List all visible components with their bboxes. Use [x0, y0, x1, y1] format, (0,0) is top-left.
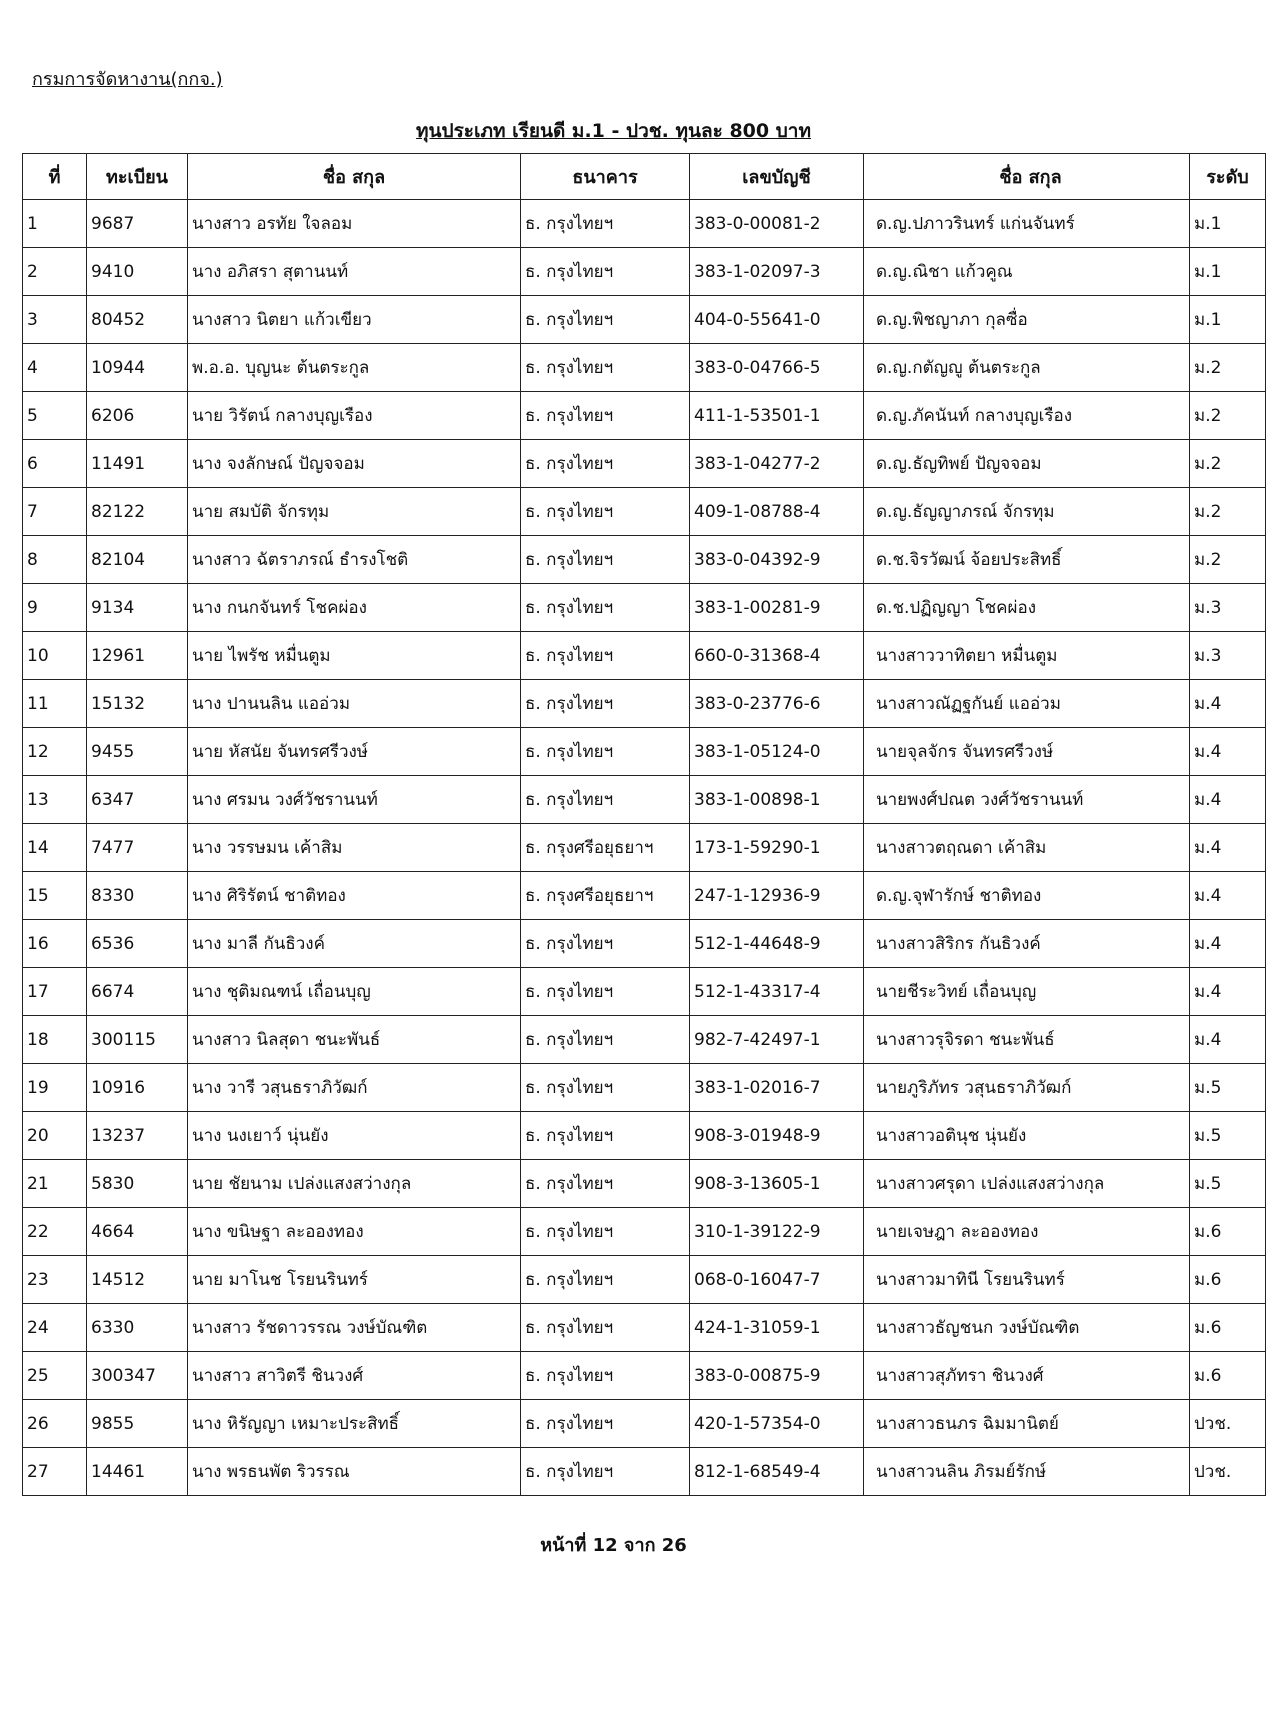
- cell-parent-name: นาง วารี วสุนธราภิวัฒก์: [188, 1064, 521, 1112]
- table-row: [23, 872, 1266, 920]
- cell-account: 383-0-00081-2: [690, 200, 864, 248]
- cell-registration: 15132: [87, 680, 188, 728]
- cell-level: ม.3: [1190, 632, 1266, 680]
- cell-child-name: ด.ช.จิรวัฒน์ จ้อยประสิทธิ์: [864, 536, 1190, 584]
- cell-registration: 6674: [87, 968, 188, 1016]
- cell-account: 383-0-04766-5: [690, 344, 864, 392]
- cell-no: 2: [23, 248, 87, 296]
- cell-parent-name: นาง นงเยาว์ นุ่นยัง: [188, 1112, 521, 1160]
- cell-level: ม.2: [1190, 344, 1266, 392]
- cell-parent-name: นางสาว นิลสุดา ชนะพันธ์: [188, 1016, 521, 1064]
- cell-parent-name: นาง กนกจันทร์ โชคผ่อง: [188, 584, 521, 632]
- cell-child-name: นางสาววาทิตยา หมื่นตูม: [864, 632, 1190, 680]
- cell-level: ม.6: [1190, 1304, 1266, 1352]
- cell-no: 18: [23, 1016, 87, 1064]
- table-row: [23, 392, 1266, 440]
- cell-bank: ธ. กรุงไทยฯ: [521, 1208, 690, 1256]
- cell-account: 383-1-05124-0: [690, 728, 864, 776]
- cell-registration: 9455: [87, 728, 188, 776]
- cell-bank: ธ. กรุงไทยฯ: [521, 344, 690, 392]
- cell-no: 20: [23, 1112, 87, 1160]
- cell-child-name: นางสาวณัฏฐกันย์ แออ่วม: [864, 680, 1190, 728]
- cell-registration: 9687: [87, 200, 188, 248]
- cell-no: 24: [23, 1304, 87, 1352]
- cell-account: 383-1-02016-7: [690, 1064, 864, 1112]
- cell-registration: 10916: [87, 1064, 188, 1112]
- cell-bank: ธ. กรุงไทยฯ: [521, 1400, 690, 1448]
- cell-account: 424-1-31059-1: [690, 1304, 864, 1352]
- cell-level: ม.4: [1190, 728, 1266, 776]
- cell-bank: ธ. กรุงไทยฯ: [521, 1256, 690, 1304]
- cell-child-name: นายพงศ์ปณต วงศ์วัชรานนท์: [864, 776, 1190, 824]
- cell-account: 383-0-23776-6: [690, 680, 864, 728]
- cell-bank: ธ. กรุงไทยฯ: [521, 248, 690, 296]
- table-row: [23, 1448, 1266, 1496]
- cell-account: 383-1-02097-3: [690, 248, 864, 296]
- cell-no: 16: [23, 920, 87, 968]
- cell-parent-name: นาง หิรัญญา เหมาะประสิทธิ์: [188, 1400, 521, 1448]
- cell-level: ม.1: [1190, 200, 1266, 248]
- cell-child-name: ด.ญ.ธัญทิพย์ ปัญจจอม: [864, 440, 1190, 488]
- cell-account: 812-1-68549-4: [690, 1448, 864, 1496]
- cell-account: 409-1-08788-4: [690, 488, 864, 536]
- cell-level: ปวช.: [1190, 1400, 1266, 1448]
- cell-child-name: นางสาวธนภร ฉิมมานิตย์: [864, 1400, 1190, 1448]
- column-header-registration: ทะเบียน: [87, 154, 188, 200]
- cell-no: 17: [23, 968, 87, 1016]
- cell-child-name: ด.ญ.ธัญญาภรณ์ จักรทุม: [864, 488, 1190, 536]
- cell-bank: ธ. กรุงไทยฯ: [521, 1448, 690, 1496]
- cell-registration: 9134: [87, 584, 188, 632]
- table-row: [23, 968, 1266, 1016]
- cell-no: 15: [23, 872, 87, 920]
- table-row: [23, 1112, 1266, 1160]
- cell-parent-name: นาย สมบัติ จักรทุม: [188, 488, 521, 536]
- cell-child-name: นางสาวนลิน ภิรมย์รักษ์: [864, 1448, 1190, 1496]
- cell-account: 383-1-00281-9: [690, 584, 864, 632]
- cell-child-name: ด.ญ.ปภาวรินทร์ แก่นจันทร์: [864, 200, 1190, 248]
- cell-no: 9: [23, 584, 87, 632]
- cell-bank: ธ. กรุงไทยฯ: [521, 1352, 690, 1400]
- column-header-bank: ธนาคาร: [521, 154, 690, 200]
- table-row: [23, 632, 1266, 680]
- table-row: [23, 680, 1266, 728]
- cell-registration: 13237: [87, 1112, 188, 1160]
- cell-registration: 6330: [87, 1304, 188, 1352]
- cell-account: 512-1-43317-4: [690, 968, 864, 1016]
- cell-level: ม.4: [1190, 824, 1266, 872]
- cell-bank: ธ. กรุงไทยฯ: [521, 776, 690, 824]
- cell-child-name: นายเจษฎา ละอองทอง: [864, 1208, 1190, 1256]
- cell-child-name: ด.ญ.ณิชา แก้วคูณ: [864, 248, 1190, 296]
- cell-no: 21: [23, 1160, 87, 1208]
- cell-level: ม.4: [1190, 680, 1266, 728]
- cell-account: 247-1-12936-9: [690, 872, 864, 920]
- cell-bank: ธ. กรุงไทยฯ: [521, 296, 690, 344]
- cell-bank: ธ. กรุงไทยฯ: [521, 584, 690, 632]
- cell-child-name: นายจุลจักร จันทรศรีวงษ์: [864, 728, 1190, 776]
- cell-account: 512-1-44648-9: [690, 920, 864, 968]
- cell-registration: 6347: [87, 776, 188, 824]
- cell-no: 11: [23, 680, 87, 728]
- cell-parent-name: นางสาว รัชดาวรรณ วงษ์บัณฑิต: [188, 1304, 521, 1352]
- cell-child-name: นางสาวศรุดา เปล่งแสงสว่างกุล: [864, 1160, 1190, 1208]
- cell-registration: 14512: [87, 1256, 188, 1304]
- cell-parent-name: พ.อ.อ. บุญนะ ต้นตระกูล: [188, 344, 521, 392]
- cell-bank: ธ. กรุงไทยฯ: [521, 728, 690, 776]
- page-number: หน้าที่ 12 จาก 26: [540, 1535, 687, 1556]
- table-row: [23, 1064, 1266, 1112]
- cell-registration: 80452: [87, 296, 188, 344]
- cell-level: ม.6: [1190, 1352, 1266, 1400]
- cell-account: 908-3-01948-9: [690, 1112, 864, 1160]
- table-body: [23, 200, 1266, 1496]
- cell-account: 383-0-04392-9: [690, 536, 864, 584]
- table-row: [23, 1160, 1266, 1208]
- cell-level: ม.1: [1190, 296, 1266, 344]
- cell-account: 908-3-13605-1: [690, 1160, 864, 1208]
- cell-no: 23: [23, 1256, 87, 1304]
- cell-no: 7: [23, 488, 87, 536]
- table-row: [23, 1400, 1266, 1448]
- cell-no: 1: [23, 200, 87, 248]
- cell-parent-name: นาง วรรษมน เค้าสิม: [188, 824, 521, 872]
- cell-parent-name: นาง อภิสรา สุตานนท์: [188, 248, 521, 296]
- cell-parent-name: นางสาว นิตยา แก้วเขียว: [188, 296, 521, 344]
- cell-account: 068-0-16047-7: [690, 1256, 864, 1304]
- cell-bank: ธ. กรุงศรีอยุธยาฯ: [521, 824, 690, 872]
- table-row: [23, 1208, 1266, 1256]
- cell-bank: ธ. กรุงไทยฯ: [521, 1064, 690, 1112]
- cell-registration: 6206: [87, 392, 188, 440]
- cell-parent-name: นาง ศรมน วงศ์วัชรานนท์: [188, 776, 521, 824]
- cell-registration: 9855: [87, 1400, 188, 1448]
- table-row: [23, 1352, 1266, 1400]
- cell-account: 310-1-39122-9: [690, 1208, 864, 1256]
- cell-account: 404-0-55641-0: [690, 296, 864, 344]
- cell-level: ม.5: [1190, 1112, 1266, 1160]
- cell-parent-name: นางสาว สาวิตรี ชินวงศ์: [188, 1352, 521, 1400]
- department-name: กรมการจัดหางาน(กกจ.): [32, 69, 223, 90]
- cell-no: 8: [23, 536, 87, 584]
- cell-child-name: นางสาวรุจิรดา ชนะพันธ์: [864, 1016, 1190, 1064]
- cell-registration: 5830: [87, 1160, 188, 1208]
- cell-bank: ธ. กรุงไทยฯ: [521, 200, 690, 248]
- cell-child-name: ด.ช.ปฏิญญา โชคผ่อง: [864, 584, 1190, 632]
- cell-registration: 12961: [87, 632, 188, 680]
- column-header-child-name: ชื่อ สกุล: [864, 154, 1190, 200]
- cell-child-name: ด.ญ.จุฬารักษ์ ชาติทอง: [864, 872, 1190, 920]
- cell-bank: ธ. กรุงไทยฯ: [521, 632, 690, 680]
- cell-level: ม.4: [1190, 968, 1266, 1016]
- cell-level: ม.1: [1190, 248, 1266, 296]
- table-row: [23, 536, 1266, 584]
- cell-no: 19: [23, 1064, 87, 1112]
- cell-account: 383-0-00875-9: [690, 1352, 864, 1400]
- cell-bank: ธ. กรุงไทยฯ: [521, 536, 690, 584]
- cell-parent-name: นาย วิรัตน์ กลางบุญเรือง: [188, 392, 521, 440]
- cell-no: 25: [23, 1352, 87, 1400]
- cell-registration: 7477: [87, 824, 188, 872]
- cell-no: 6: [23, 440, 87, 488]
- cell-parent-name: นาง ศิริรัตน์ ชาติทอง: [188, 872, 521, 920]
- scholarship-table: [22, 153, 1266, 1496]
- cell-level: ม.4: [1190, 1016, 1266, 1064]
- table-row: [23, 776, 1266, 824]
- cell-bank: ธ. กรุงไทยฯ: [521, 1016, 690, 1064]
- cell-level: ม.4: [1190, 776, 1266, 824]
- cell-registration: 300347: [87, 1352, 188, 1400]
- cell-parent-name: นาง จงลักษณ์ ปัญจจอม: [188, 440, 521, 488]
- cell-parent-name: นางสาว ฉัตราภรณ์ ธำรงโชติ: [188, 536, 521, 584]
- cell-no: 13: [23, 776, 87, 824]
- table-row: [23, 440, 1266, 488]
- table-row: [23, 248, 1266, 296]
- cell-parent-name: นาย มาโนช โรยนรินทร์: [188, 1256, 521, 1304]
- table-row: [23, 1256, 1266, 1304]
- cell-bank: ธ. กรุงไทยฯ: [521, 680, 690, 728]
- cell-level: ม.2: [1190, 488, 1266, 536]
- table-row: [23, 1016, 1266, 1064]
- cell-bank: ธ. กรุงศรีอยุธยาฯ: [521, 872, 690, 920]
- cell-bank: ธ. กรุงไทยฯ: [521, 392, 690, 440]
- cell-no: 22: [23, 1208, 87, 1256]
- cell-parent-name: นาง ชุติมณฑน์ เถื่อนบุญ: [188, 968, 521, 1016]
- cell-child-name: นายชีระวิทย์ เถื่อนบุญ: [864, 968, 1190, 1016]
- cell-parent-name: นาง พรธนพัต ริวรรณ: [188, 1448, 521, 1496]
- cell-registration: 11491: [87, 440, 188, 488]
- table-row: [23, 344, 1266, 392]
- cell-child-name: นางสาวตฤณดา เค้าสิม: [864, 824, 1190, 872]
- table-row: [23, 920, 1266, 968]
- cell-bank: ธ. กรุงไทยฯ: [521, 440, 690, 488]
- column-header-level: ระดับ: [1190, 154, 1266, 200]
- cell-no: 3: [23, 296, 87, 344]
- cell-account: 173-1-59290-1: [690, 824, 864, 872]
- column-header-account: เลขบัญชี: [690, 154, 864, 200]
- cell-registration: 14461: [87, 1448, 188, 1496]
- cell-child-name: ด.ญ.ภัคนันท์ กลางบุญเรือง: [864, 392, 1190, 440]
- cell-no: 4: [23, 344, 87, 392]
- cell-registration: 9410: [87, 248, 188, 296]
- cell-no: 14: [23, 824, 87, 872]
- cell-account: 420-1-57354-0: [690, 1400, 864, 1448]
- table-row: [23, 728, 1266, 776]
- cell-registration: 82104: [87, 536, 188, 584]
- cell-level: ม.5: [1190, 1064, 1266, 1112]
- cell-no: 26: [23, 1400, 87, 1448]
- cell-child-name: นางสาวมาทินี โรยนรินทร์: [864, 1256, 1190, 1304]
- cell-parent-name: นาง มาลี กันธิวงค์: [188, 920, 521, 968]
- cell-account: 383-1-04277-2: [690, 440, 864, 488]
- cell-bank: ธ. กรุงไทยฯ: [521, 1112, 690, 1160]
- table-row: [23, 824, 1266, 872]
- cell-registration: 4664: [87, 1208, 188, 1256]
- cell-account: 383-1-00898-1: [690, 776, 864, 824]
- cell-registration: 8330: [87, 872, 188, 920]
- table-row: [23, 1304, 1266, 1352]
- cell-child-name: นางสาวสุภัทรา ชินวงศ์: [864, 1352, 1190, 1400]
- cell-registration: 300115: [87, 1016, 188, 1064]
- cell-parent-name: นาย ไพรัช หมื่นตูม: [188, 632, 521, 680]
- cell-child-name: นายภูริภัทร วสุนธราภิวัฒก์: [864, 1064, 1190, 1112]
- cell-level: ม.6: [1190, 1208, 1266, 1256]
- table-row: [23, 296, 1266, 344]
- cell-no: 5: [23, 392, 87, 440]
- cell-child-name: นางสาวสิริกร กันธิวงค์: [864, 920, 1190, 968]
- column-header-no: ที่: [23, 154, 87, 200]
- cell-parent-name: นาง ขนิษฐา ละอองทอง: [188, 1208, 521, 1256]
- document-title: ทุนประเภท เรียนดี ม.1 - ปวช. ทุนละ 800 บาท: [416, 120, 811, 142]
- cell-account: 982-7-42497-1: [690, 1016, 864, 1064]
- cell-bank: ธ. กรุงไทยฯ: [521, 968, 690, 1016]
- cell-child-name: ด.ญ.กตัญญู ต้นตระกูล: [864, 344, 1190, 392]
- cell-parent-name: นาง ปานนลิน แออ่วม: [188, 680, 521, 728]
- cell-registration: 6536: [87, 920, 188, 968]
- cell-registration: 82122: [87, 488, 188, 536]
- cell-bank: ธ. กรุงไทยฯ: [521, 1160, 690, 1208]
- cell-level: ม.4: [1190, 920, 1266, 968]
- cell-child-name: นางสาวอตินุช นุ่นยัง: [864, 1112, 1190, 1160]
- cell-level: ปวช.: [1190, 1448, 1266, 1496]
- cell-account: 411-1-53501-1: [690, 392, 864, 440]
- cell-level: ม.2: [1190, 536, 1266, 584]
- cell-parent-name: นาย ชัยนาม เปล่งแสงสว่างกุล: [188, 1160, 521, 1208]
- table-header-row: [23, 154, 1266, 200]
- column-header-parent-name: ชื่อ สกุล: [188, 154, 521, 200]
- cell-child-name: นางสาวธัญชนก วงษ์บัณฑิต: [864, 1304, 1190, 1352]
- cell-child-name: ด.ญ.พิชญาภา กุลซื่อ: [864, 296, 1190, 344]
- cell-bank: ธ. กรุงไทยฯ: [521, 1304, 690, 1352]
- cell-level: ม.3: [1190, 584, 1266, 632]
- cell-no: 10: [23, 632, 87, 680]
- cell-level: ม.4: [1190, 872, 1266, 920]
- cell-no: 27: [23, 1448, 87, 1496]
- cell-no: 12: [23, 728, 87, 776]
- table-row: [23, 488, 1266, 536]
- cell-level: ม.5: [1190, 1160, 1266, 1208]
- cell-registration: 10944: [87, 344, 188, 392]
- cell-bank: ธ. กรุงไทยฯ: [521, 920, 690, 968]
- cell-parent-name: นาย หัสนัย จันทรศรีวงษ์: [188, 728, 521, 776]
- table-row: [23, 584, 1266, 632]
- cell-level: ม.6: [1190, 1256, 1266, 1304]
- cell-level: ม.2: [1190, 440, 1266, 488]
- table-row: [23, 200, 1266, 248]
- cell-level: ม.2: [1190, 392, 1266, 440]
- cell-parent-name: นางสาว อรทัย ใจลอม: [188, 200, 521, 248]
- cell-bank: ธ. กรุงไทยฯ: [521, 488, 690, 536]
- cell-account: 660-0-31368-4: [690, 632, 864, 680]
